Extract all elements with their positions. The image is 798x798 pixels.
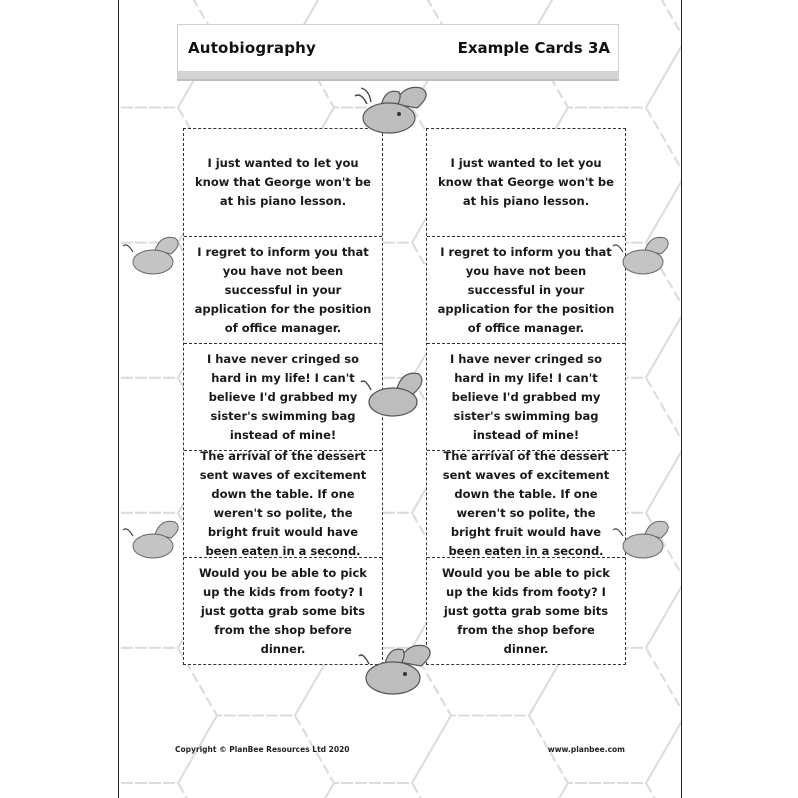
- bee-icon: [121, 516, 191, 566]
- card-text: Would you be able to pick up the kids from footy? I just gotta grab some bits from the shop before dinner.: [199, 565, 367, 656]
- bee-icon: [355, 640, 445, 705]
- example-card: [184, 557, 382, 664]
- card-text: I have never cringed so hard in my life! I can't believe I'd grabbed my sister's swimming bag instead of mine!: [449, 351, 603, 442]
- example-card: [184, 343, 382, 450]
- bee-icon: [351, 82, 441, 142]
- hexagon-outline: [295, 783, 451, 798]
- hexagon-outline: [646, 310, 681, 445]
- card-text: I regret to inform you that you have not been successful in your application for the position of office manager.: [194, 244, 372, 335]
- hexagon-outline: [119, 648, 217, 783]
- bee-icon: [611, 516, 681, 566]
- hexagon-outline: [178, 716, 334, 798]
- hexagon-outline: [529, 783, 681, 798]
- worksheet-title: Autobiography: [188, 39, 316, 57]
- example-card: [427, 236, 625, 343]
- worksheet-page: [118, 0, 682, 798]
- example-card: [184, 129, 382, 236]
- copyright-notice: Copyright © PlanBee Resources Ltd 2020: [175, 745, 350, 754]
- card-text: Would you be able to pick up the kids from footy? I just gotta grab some bits from the shop before dinner.: [442, 565, 610, 656]
- example-card: [184, 236, 382, 343]
- website-link[interactable]: www.planbee.com: [547, 745, 625, 754]
- example-card: [427, 557, 625, 664]
- hexagon-outline: [646, 0, 681, 40]
- card-text: The arrival of the dessert sent waves of excitement down the table. If one weren't so polite, the bright fruit would have been eaten in a second.: [442, 449, 610, 558]
- card-column-left: [183, 128, 383, 665]
- card-text: I have never cringed so hard in my life! I can't believe I'd grabbed my sister's swimming bag instead of mine!: [206, 351, 360, 442]
- hexagon-outline: [119, 783, 217, 798]
- bee-icon: [611, 232, 681, 282]
- example-card: [427, 343, 625, 450]
- card-text: I just wanted to let you know that George won't be at his piano lesson.: [195, 156, 371, 208]
- card-text: I just wanted to let you know that George won't be at his piano lesson.: [438, 156, 614, 208]
- hexagon-outline: [646, 716, 681, 798]
- header-bar: [177, 24, 619, 72]
- card-text: I regret to inform you that you have not been successful in your application for the position of office manager.: [437, 244, 615, 335]
- worksheet-subtitle: Example Cards 3A: [457, 39, 610, 57]
- hexagon-outline: [412, 716, 568, 798]
- hexagon-outline: [646, 580, 681, 715]
- card-column-right: [426, 128, 626, 665]
- example-card: [184, 450, 382, 557]
- bee-icon: [121, 232, 191, 282]
- hexagon-outline: [646, 40, 681, 175]
- bee-icon: [357, 366, 437, 426]
- card-text: The arrival of the dessert sent waves of excitement down the table. If one weren't so polite, the bright fruit would have been eaten in a second.: [199, 449, 367, 558]
- example-card: [427, 129, 625, 236]
- example-card: [427, 450, 625, 557]
